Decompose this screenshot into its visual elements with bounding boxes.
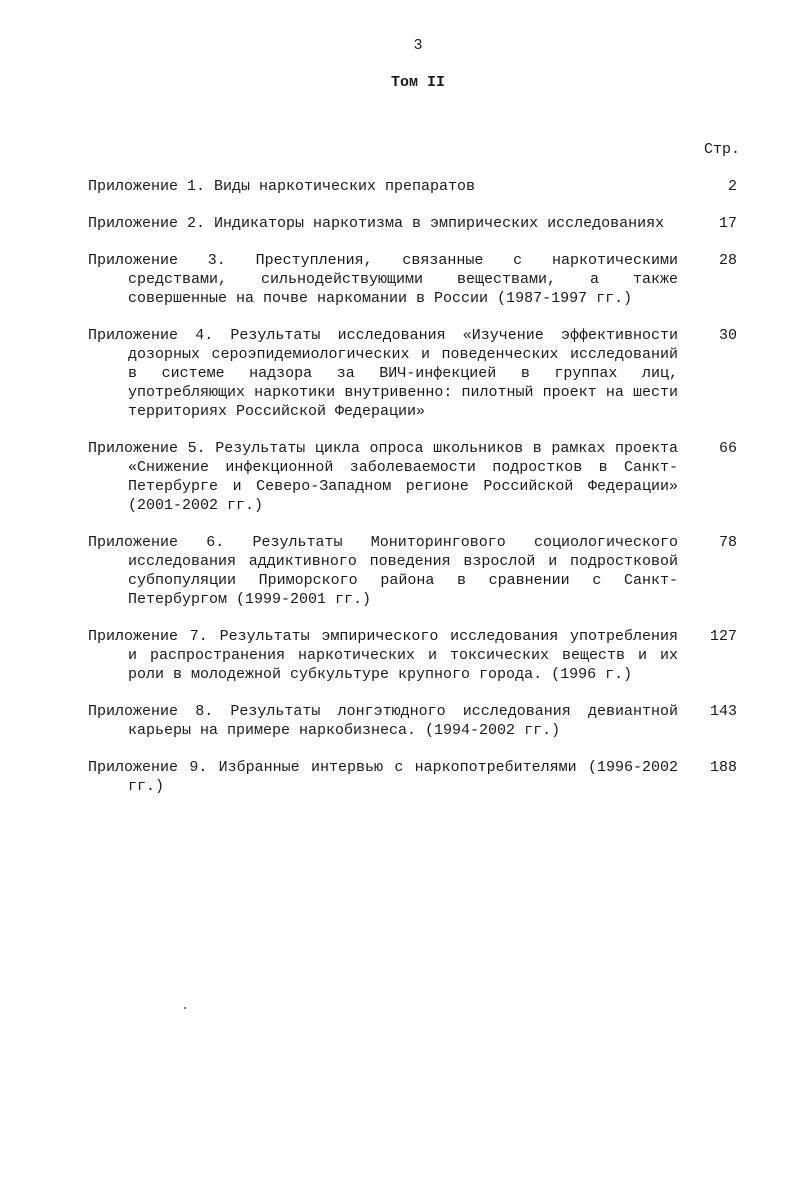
toc-entry-page: 17: [718, 215, 737, 232]
toc-entry-page: 78: [718, 534, 737, 551]
toc-entry-title: Приложение 9. Избранные интервью с наркопотребителями (1996-2002 гг.): [88, 759, 678, 795]
toc-entry-page: 66: [718, 440, 737, 457]
toc-entry-title: Приложение 8. Результаты лонгэтюдного исследования девиантной карьеры на примере наркобизнеса. (1994-2002 гг.): [88, 703, 678, 739]
toc-entry: [88, 758, 740, 796]
toc-entry: [88, 702, 740, 740]
toc-entry-page: 143: [709, 703, 737, 720]
toc-entry: [88, 439, 740, 515]
toc-entry: [88, 627, 740, 684]
toc-entry-title: Приложение 7. Результаты эмпирического исследования употребления и распространения наркотических и токсических веществ и их роли в молодежной субкультуре крупного города. (1996 г.): [88, 628, 678, 683]
toc-entry-title: Приложение 3. Преступления, связанные с наркотическими средствами, сильнодействующими веществами, а также совершенные на почве наркомании в России (1987-1997 гг.): [88, 252, 678, 307]
toc-entry: [88, 214, 740, 233]
table-of-contents: [88, 177, 740, 814]
toc-entry-title: Приложение 4. Результаты исследования «Изучение эффективности дозорных сероэпидемиологических и поведенческих исследований в системе надзора за ВИЧ-инфекцией в группах лиц, употребляющих наркотики внутривенно: пилотный проект на шести территориях Российской Федерации»: [88, 327, 678, 420]
toc-entry-page: 2: [727, 178, 737, 195]
page-column-header: Стр.: [703, 141, 740, 158]
page-number: 3: [413, 37, 423, 54]
toc-entry-title: Приложение 1. Виды наркотических препаратов: [88, 178, 476, 195]
toc-entry-title: Приложение 6. Результаты Мониторингового социологического исследования аддиктивного поведения взрослой и подростковой субпопуляции Приморского района в сравнении с Санкт-Петербургом (1999-2001 гг.): [88, 534, 678, 608]
toc-entry-title: Приложение 5. Результаты цикла опроса школьников в рамках проекта «Снижение инфекционной заболеваемости подростков в Санкт-Петербурге и Северо-Западном регионе Российской Федерации» (2001-2002 гг.): [88, 440, 678, 514]
toc-entry-page: 188: [709, 759, 737, 776]
toc-entry: [88, 326, 740, 421]
toc-entry: [88, 533, 740, 609]
toc-entry-page: 30: [718, 327, 737, 344]
toc-entry: [88, 177, 740, 196]
scan-speck: [184, 1007, 186, 1009]
toc-entry-page: 28: [718, 252, 737, 269]
toc-entry-page: 127: [709, 628, 737, 645]
toc-entry-title: Приложение 2. Индикаторы наркотизма в эмпирических исследованиях: [88, 215, 665, 232]
toc-entry: [88, 251, 740, 308]
volume-title: Том II: [390, 74, 445, 91]
